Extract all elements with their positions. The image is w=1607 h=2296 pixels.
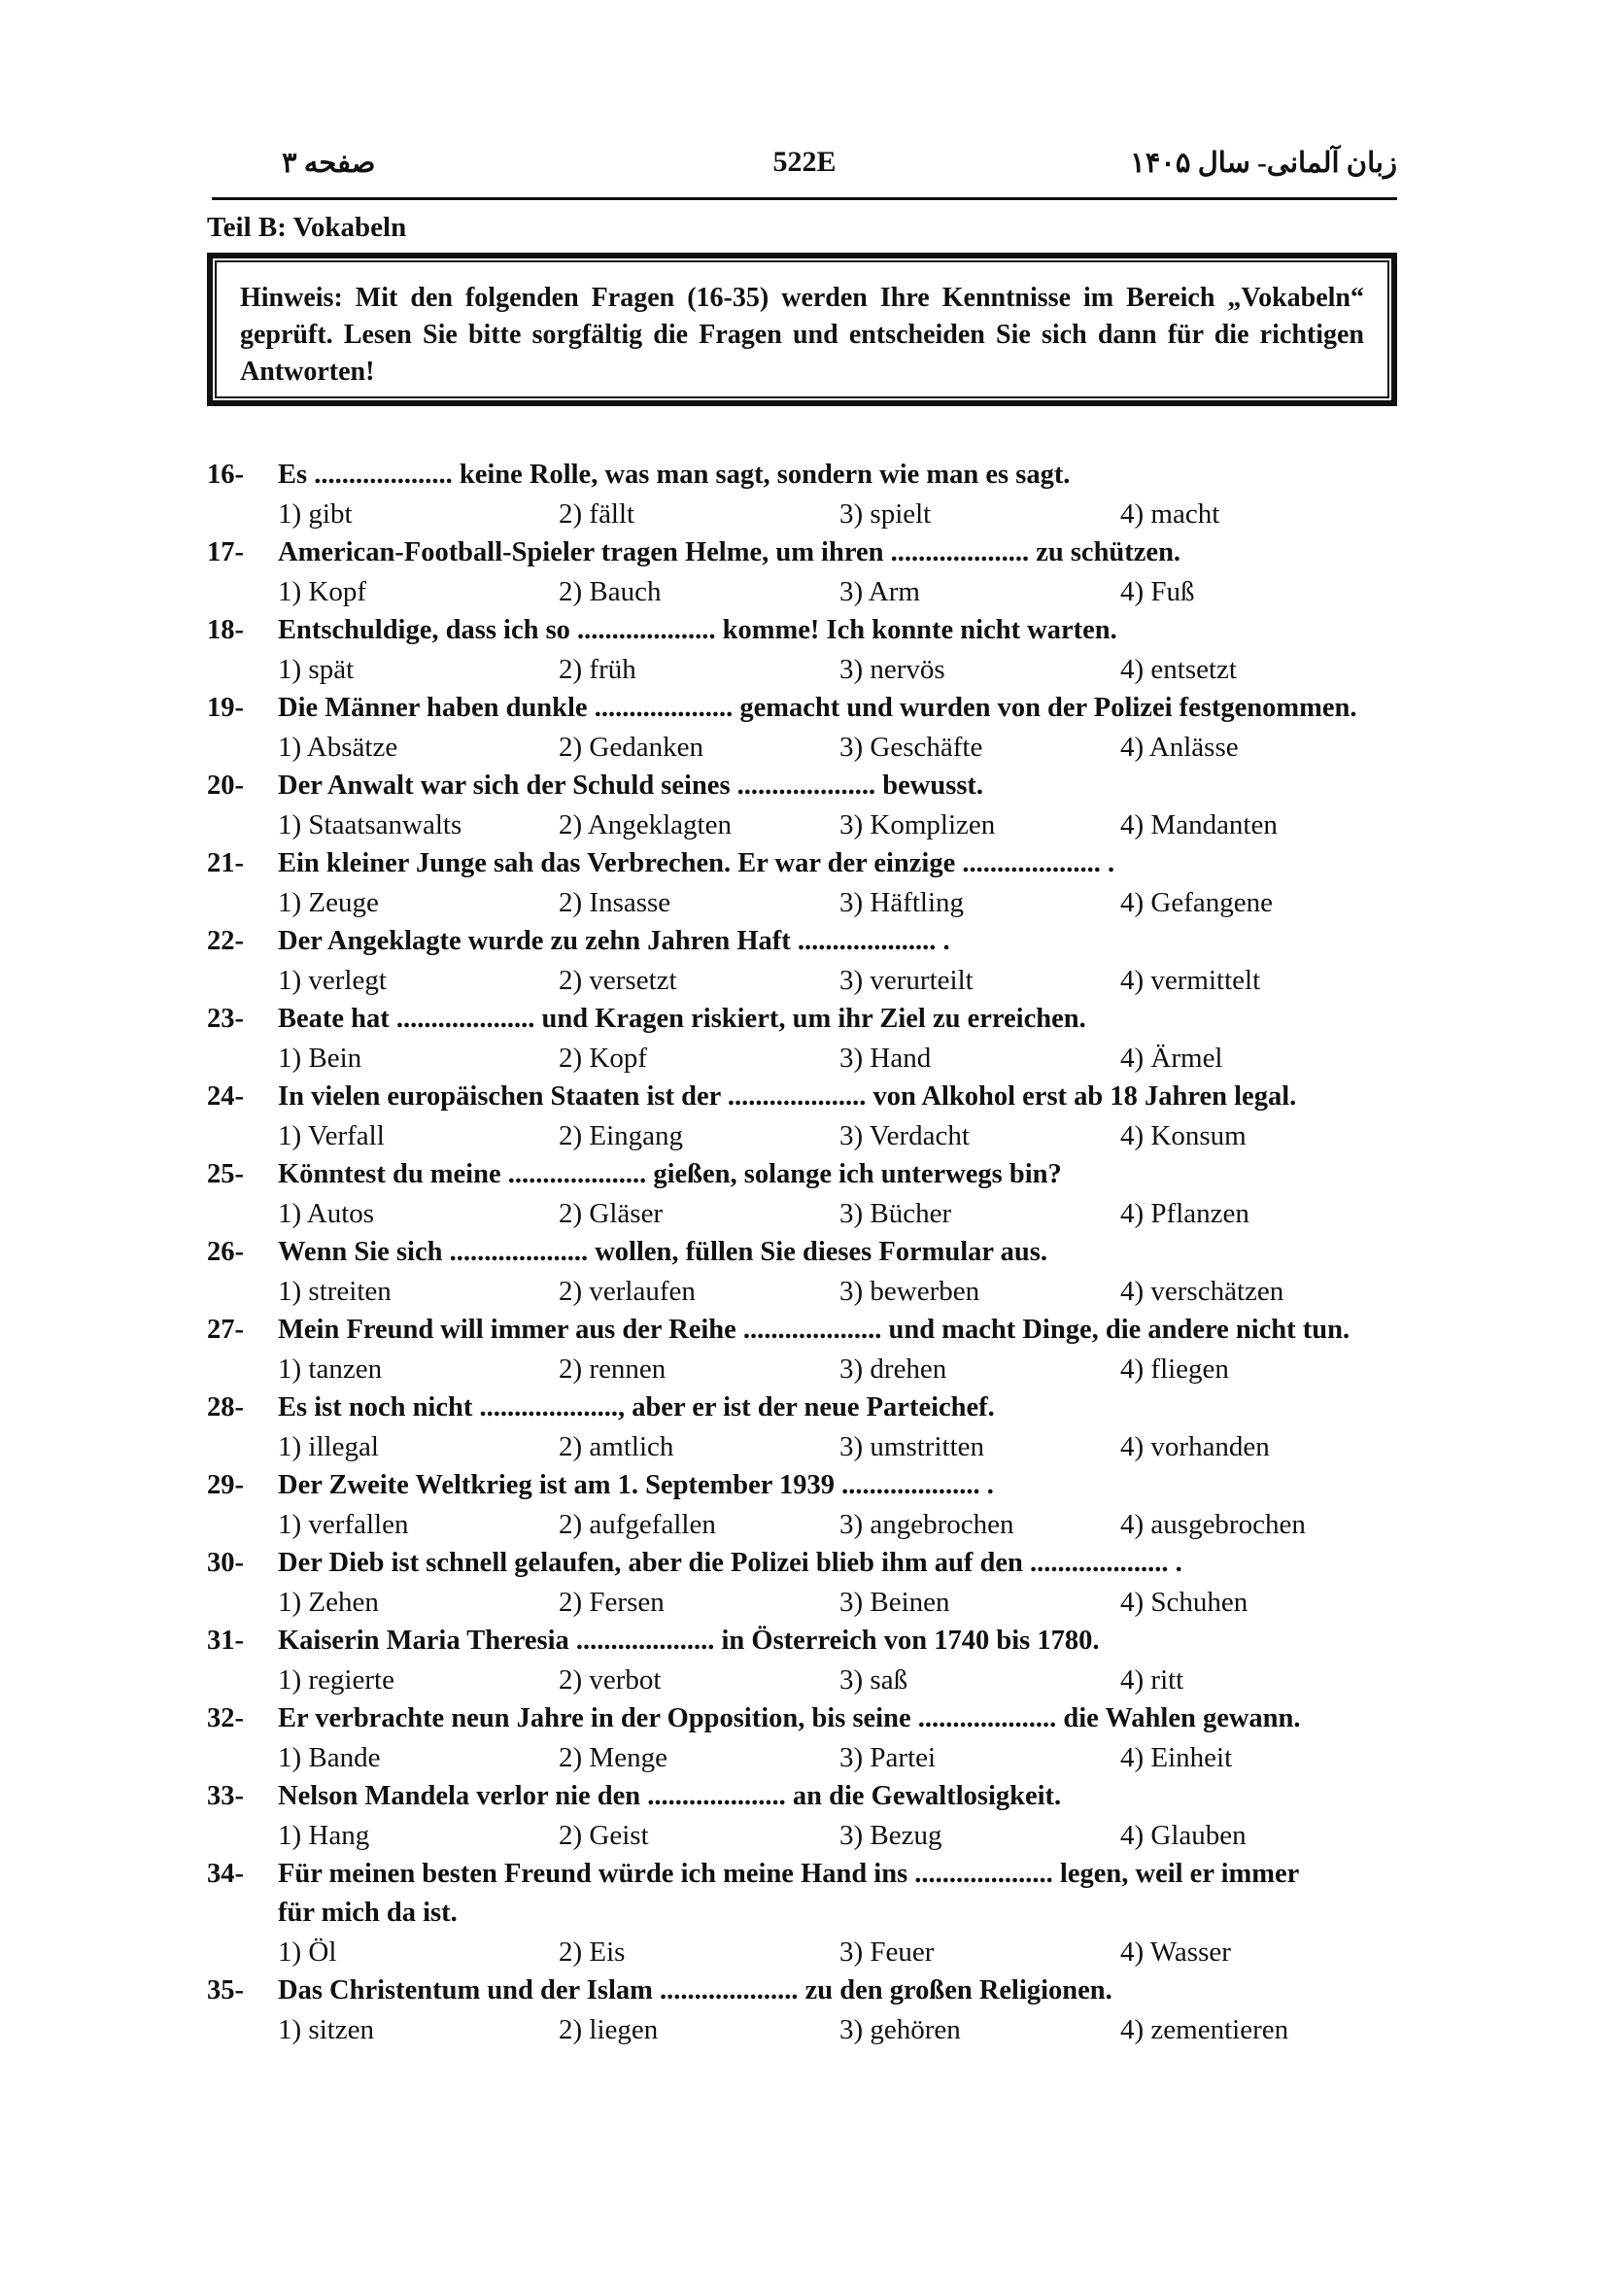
answer-option: 1) Absätze xyxy=(278,732,398,763)
question-item xyxy=(207,1855,1402,1971)
answer-option: 1) Bande xyxy=(278,1742,381,1773)
question-line xyxy=(207,1544,1402,1583)
question-item xyxy=(207,1777,1402,1855)
answer-options xyxy=(207,495,1402,533)
question-number: 23- xyxy=(207,1004,244,1034)
question-text: Der Dieb ist schnell gelaufen, aber die Polizei blieb ihm auf den .................... . xyxy=(278,1548,1182,1578)
answer-option: 3) gehören xyxy=(839,2014,961,2045)
question-text: In vielen europäischen Staaten ist der .................... von Alkohol erst ab 18 Jahren legal. xyxy=(278,1081,1297,1112)
answer-option: 3) Komplizen xyxy=(839,809,996,840)
answer-option: 4) fliegen xyxy=(1120,1354,1229,1385)
answer-option: 3) Verdacht xyxy=(839,1120,970,1151)
answer-option: 3) drehen xyxy=(839,1354,947,1385)
question-item xyxy=(207,533,1402,611)
question-text: Beate hat .................... und Kragen riskiert, um ihr Ziel zu erreichen. xyxy=(278,1004,1086,1034)
answer-option: 3) Häftling xyxy=(839,887,965,918)
answer-option: 1) Bein xyxy=(278,1043,362,1074)
answer-options xyxy=(207,805,1402,844)
answer-option: 2) Insasse xyxy=(559,887,671,918)
answer-option: 1) sitzen xyxy=(278,2014,375,2045)
answer-options xyxy=(207,2010,1402,2049)
answer-option: 3) angebrochen xyxy=(839,1509,1014,1540)
question-line xyxy=(207,1078,1402,1116)
instruction-text: Hinweis: Mit den folgenden Fragen (16-35) werden Ihre Kenntnisse im Bereich „Vokabeln“ geprüft. Lesen Sie bitte sorgfältig die Fragen und entscheiden Sie sich dann für die richtigen Antworten! xyxy=(215,260,1389,398)
answer-options xyxy=(207,1039,1402,1078)
answer-option: 2) Eingang xyxy=(559,1120,684,1151)
answer-option: 1) Hang xyxy=(278,1820,370,1851)
answer-options xyxy=(207,1583,1402,1622)
question-item xyxy=(207,689,1402,767)
answer-option: 2) liegen xyxy=(559,2014,659,2045)
answer-option: 1) verfallen xyxy=(278,1509,409,1540)
answer-option: 1) gibt xyxy=(278,498,353,530)
question-number: 34- xyxy=(207,1859,244,1889)
answer-options xyxy=(207,1350,1402,1388)
answer-option: 2) Eis xyxy=(559,1936,626,1968)
answer-option: 2) Bauch xyxy=(559,576,662,607)
answer-option: 3) spielt xyxy=(839,498,932,530)
answer-option: 2) versetzt xyxy=(559,965,677,996)
answer-option: 4) ausgebrochen xyxy=(1120,1509,1306,1540)
question-number: 19- xyxy=(207,693,244,723)
question-text: Nelson Mandela verlor nie den .................... an die Gewaltlosigkeit. xyxy=(278,1781,1062,1811)
question-line xyxy=(207,456,1402,495)
answer-option: 3) Arm xyxy=(839,576,920,607)
answer-option: 2) verlaufen xyxy=(559,1276,696,1307)
answer-option: 4) vorhanden xyxy=(1120,1431,1270,1462)
question-line xyxy=(207,767,1402,805)
answer-options xyxy=(207,1505,1402,1544)
answer-options xyxy=(207,1738,1402,1777)
question-text-continued: für mich da ist. xyxy=(278,1898,458,1928)
question-text: Die Männer haben dunkle .................... gemacht und wurden von der Polizei festgenommen. xyxy=(278,693,1357,723)
question-line xyxy=(207,611,1402,650)
answer-option: 3) Partei xyxy=(839,1742,937,1773)
question-line xyxy=(207,1311,1402,1350)
answer-option: 4) entsetzt xyxy=(1120,654,1237,685)
question-item xyxy=(207,1078,1402,1155)
answer-option: 1) Öl xyxy=(278,1936,337,1968)
question-number: 18- xyxy=(207,615,244,645)
answer-option: 1) regierte xyxy=(278,1664,394,1696)
question-number: 21- xyxy=(207,848,244,878)
question-item xyxy=(207,1311,1402,1388)
answer-option: 1) tanzen xyxy=(278,1354,383,1385)
question-number: 32- xyxy=(207,1703,244,1733)
question-text: Entschuldige, dass ich so .................... komme! Ich konnte nicht warten. xyxy=(278,615,1117,645)
question-text: Kaiserin Maria Theresia .................... in Österreich von 1740 bis 1780. xyxy=(278,1626,1100,1656)
answer-option: 2) Kopf xyxy=(559,1043,648,1074)
question-text: Er verbrachte neun Jahre in der Opposition, bis seine .................... die Wahlen gewann. xyxy=(278,1703,1301,1733)
question-text: Es ist noch nicht ...................., aber er ist der neue Parteichef. xyxy=(278,1392,995,1422)
answer-option: 3) Bücher xyxy=(839,1198,952,1229)
answer-option: 2) Geist xyxy=(559,1820,649,1851)
question-text: Der Angeklagte wurde zu zehn Jahren Haft .................... . xyxy=(278,926,950,956)
question-item xyxy=(207,1388,1402,1466)
answer-option: 3) Feuer xyxy=(839,1936,935,1968)
question-number: 16- xyxy=(207,460,244,490)
question-line xyxy=(207,1777,1402,1816)
answer-options xyxy=(207,883,1402,922)
answer-option: 1) Verfall xyxy=(278,1120,385,1151)
question-line xyxy=(207,1971,1402,2010)
answer-option: 2) Gläser xyxy=(559,1198,664,1229)
instruction-box xyxy=(207,253,1397,406)
question-line xyxy=(207,689,1402,728)
answer-option: 3) Bezug xyxy=(839,1820,942,1851)
answer-option: 3) nervös xyxy=(839,654,945,685)
answer-option: 2) Menge xyxy=(559,1742,667,1773)
answer-option: 4) verschätzen xyxy=(1120,1276,1284,1307)
question-text: Es .................... keine Rolle, was man sagt, sondern wie man es sagt. xyxy=(278,460,1071,490)
question-line xyxy=(207,1466,1402,1505)
question-list xyxy=(207,456,1402,2049)
question-number: 22- xyxy=(207,926,244,956)
question-number: 20- xyxy=(207,771,244,801)
answer-option: 2) früh xyxy=(559,654,636,685)
answer-option: 4) Ärmel xyxy=(1120,1043,1223,1074)
question-item xyxy=(207,1699,1402,1777)
answer-option: 2) Gedanken xyxy=(559,732,703,763)
question-line xyxy=(207,533,1402,572)
answer-option: 3) bewerben xyxy=(839,1276,980,1307)
answer-options xyxy=(207,1661,1402,1699)
question-item xyxy=(207,922,1402,1000)
question-text: Ein kleiner Junge sah das Verbrechen. Er war der einzige .................... . xyxy=(278,848,1115,878)
question-line xyxy=(207,1622,1402,1661)
page-number: صفحه ۳ xyxy=(282,148,376,179)
answer-options xyxy=(207,1933,1402,1971)
question-item xyxy=(207,1155,1402,1233)
question-number: 30- xyxy=(207,1548,244,1578)
answer-options xyxy=(207,1116,1402,1155)
answer-option: 4) Schuhen xyxy=(1120,1587,1248,1618)
question-item xyxy=(207,767,1402,844)
answer-options xyxy=(207,1816,1402,1855)
answer-option: 4) zementieren xyxy=(1120,2014,1289,2045)
answer-option: 1) Staatsanwalts xyxy=(278,809,462,840)
answer-option: 4) Pflanzen xyxy=(1120,1198,1249,1229)
question-text: Für meinen besten Freund würde ich meine Hand ins .................... legen, weil er immer xyxy=(278,1859,1300,1889)
answer-options xyxy=(207,1194,1402,1233)
answer-option: 2) rennen xyxy=(559,1354,667,1385)
answer-options xyxy=(207,650,1402,689)
answer-option: 1) spät xyxy=(278,654,355,685)
answer-option: 4) Wasser xyxy=(1120,1936,1231,1968)
answer-option: 4) Einheit xyxy=(1120,1742,1233,1773)
answer-option: 3) saß xyxy=(839,1664,908,1696)
answer-option: 2) aufgefallen xyxy=(559,1509,716,1540)
question-item xyxy=(207,1233,1402,1311)
answer-option: 2) Angeklagten xyxy=(559,809,732,840)
answer-option: 1) Autos xyxy=(278,1198,375,1229)
question-text: Der Anwalt war sich der Schuld seines .................... bewusst. xyxy=(278,771,984,801)
answer-option: 3) Hand xyxy=(839,1043,932,1074)
answer-option: 4) Mandanten xyxy=(1120,809,1278,840)
question-text: Wenn Sie sich .................... wollen, füllen Sie dieses Formular aus. xyxy=(278,1237,1047,1267)
question-item xyxy=(207,456,1402,533)
answer-options xyxy=(207,1427,1402,1466)
question-number: 35- xyxy=(207,1975,244,2005)
question-text: Mein Freund will immer aus der Reihe .................... und macht Dinge, die andere nicht tun. xyxy=(278,1315,1351,1345)
answer-option: 2) verbot xyxy=(559,1664,662,1696)
header-divider xyxy=(212,197,1397,200)
answer-option: 4) Glauben xyxy=(1120,1820,1247,1851)
question-number: 24- xyxy=(207,1081,244,1112)
answer-option: 2) fällt xyxy=(559,498,635,530)
question-number: 28- xyxy=(207,1392,244,1422)
answer-option: 1) Zehen xyxy=(278,1587,379,1618)
question-number: 26- xyxy=(207,1237,244,1267)
question-line xyxy=(207,1155,1402,1194)
question-number: 29- xyxy=(207,1470,244,1500)
question-number: 27- xyxy=(207,1315,244,1345)
question-item xyxy=(207,1544,1402,1622)
answer-option: 4) vermittelt xyxy=(1120,965,1261,996)
answer-option: 1) Kopf xyxy=(278,576,367,607)
question-item xyxy=(207,611,1402,689)
question-number: 31- xyxy=(207,1626,244,1656)
page-header xyxy=(212,146,1397,185)
answer-option: 1) illegal xyxy=(278,1431,379,1462)
answer-option: 3) Geschäfte xyxy=(839,732,983,763)
answer-option: 3) Beinen xyxy=(839,1587,950,1618)
answer-options xyxy=(207,1272,1402,1311)
answer-option: 1) streiten xyxy=(278,1276,392,1307)
question-text: Das Christentum und der Islam .................... zu den großen Religionen. xyxy=(278,1975,1112,2005)
question-item xyxy=(207,1000,1402,1078)
question-line xyxy=(207,1000,1402,1039)
question-line xyxy=(207,1699,1402,1738)
answer-options xyxy=(207,572,1402,611)
question-text: Könntest du meine .................... gießen, solange ich unterwegs bin? xyxy=(278,1159,1062,1189)
answer-options xyxy=(207,961,1402,1000)
question-item xyxy=(207,844,1402,922)
question-text: American-Football-Spieler tragen Helme, um ihren .................... zu schützen. xyxy=(278,537,1181,567)
exam-code: 522E xyxy=(772,146,837,178)
question-text: Der Zweite Weltkrieg ist am 1. September 1939 .................... . xyxy=(278,1470,994,1500)
question-line xyxy=(207,1388,1402,1427)
question-number: 25- xyxy=(207,1159,244,1189)
answer-option: 4) macht xyxy=(1120,498,1220,530)
answer-option: 3) verurteilt xyxy=(839,965,974,996)
question-number: 17- xyxy=(207,537,244,567)
subject-year: زبان آلمانی- سال ۱۴۰۵ xyxy=(1130,148,1397,179)
answer-option: 1) verlegt xyxy=(278,965,387,996)
section-title: Teil B: Vokabeln xyxy=(207,212,407,243)
answer-option: 1) Zeuge xyxy=(278,887,379,918)
answer-option: 2) Fersen xyxy=(559,1587,665,1618)
answer-option: 2) amtlich xyxy=(559,1431,674,1462)
answer-option: 4) Fuß xyxy=(1120,576,1195,607)
answer-option: 4) Anlässe xyxy=(1120,732,1239,763)
question-line xyxy=(207,844,1402,883)
answer-option: 4) ritt xyxy=(1120,1664,1184,1696)
question-item xyxy=(207,1622,1402,1699)
question-item xyxy=(207,1466,1402,1544)
question-number: 33- xyxy=(207,1781,244,1811)
question-line xyxy=(207,1855,1402,1894)
question-line xyxy=(207,922,1402,961)
answer-option: 3) umstritten xyxy=(839,1431,985,1462)
answer-option: 4) Konsum xyxy=(1120,1120,1247,1151)
answer-options xyxy=(207,728,1402,767)
question-item xyxy=(207,1971,1402,2049)
question-line xyxy=(207,1233,1402,1272)
answer-option: 4) Gefangene xyxy=(1120,887,1273,918)
